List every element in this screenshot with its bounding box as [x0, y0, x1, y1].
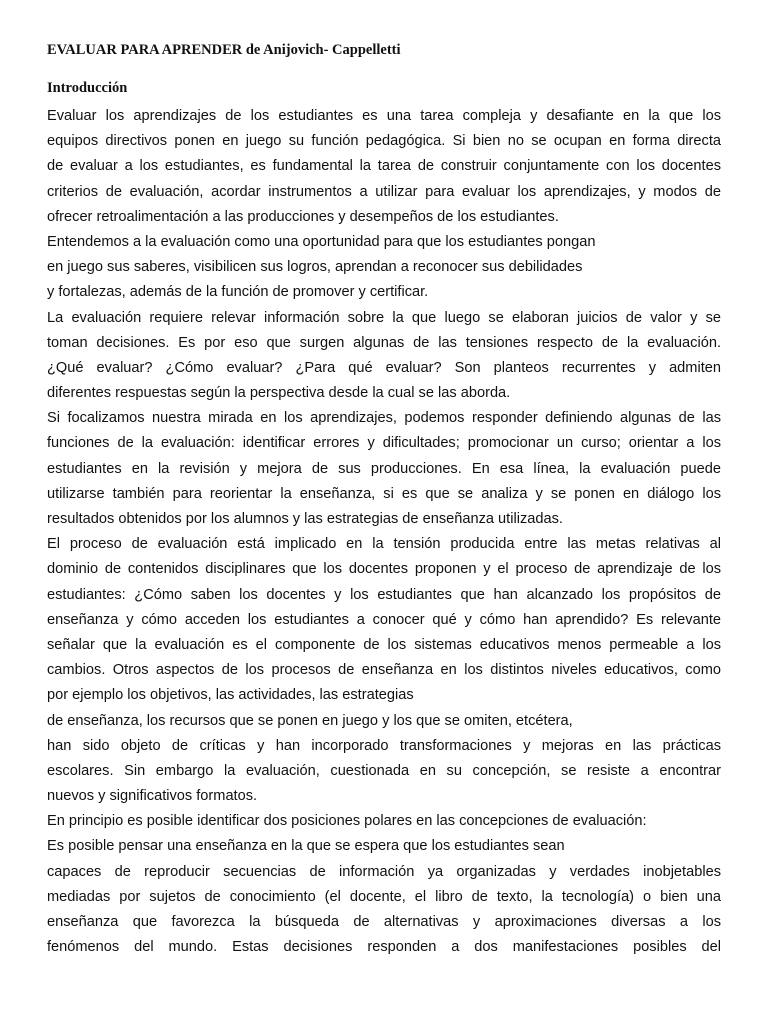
text-line: de evaluar a los estudiantes, es fundamental la tarea de construir conjuntamente con los docentes — [47, 158, 721, 175]
text-line: La evaluación requiere relevar información sobre la que luego se elaboran juicios de valor y se — [47, 309, 721, 326]
text-line: capaces de reproducir secuencias de información ya organizadas y verdades inobjetables — [47, 863, 721, 880]
text-line: resultados obtenidos por los alumnos y las estrategias de enseñanza utilizadas. — [47, 511, 563, 527]
text-line: diferentes respuestas según la perspectiva desde la cual se las aborda. — [47, 385, 511, 402]
text-line: escolares. Sin embargo la evaluación, cuestionada en su concepción, se resiste a encontrar — [47, 762, 721, 779]
text-line: señalar que la evaluación es el componente de los sistemas educativos menos permeable a los — [47, 636, 721, 653]
text-line: en juego sus saberes, visibilicen sus logros, aprendan a reconocer sus debilidades — [47, 259, 583, 276]
text-line: funciones de la evaluación: identificar errores y dificultades; promocionar un curso; orientar a los — [47, 435, 721, 452]
text-line: nuevos y significativos formatos. — [47, 788, 258, 805]
text-line: Si focalizamos nuestra mirada en los aprendizajes, podemos responder definiendo algunas de las — [47, 410, 721, 427]
text-line: ¿Qué evaluar? ¿Cómo evaluar? ¿Para qué evaluar? Son planteos recurrentes y admiten — [47, 359, 721, 376]
text-line: toman decisiones. Es por eso que surgen algunas de las tensiones respecto de la evaluación. — [47, 334, 721, 351]
text-line: fenómenos del mundo. Estas decisiones responden a dos manifestaciones posibles del — [47, 939, 721, 956]
text-line: El proceso de evaluación está implicado en la tensión producida entre las metas relativas al — [47, 536, 721, 553]
text-line: Es posible pensar una enseñanza en la que se espera que los estudiantes sean — [47, 838, 565, 855]
text-line: estudiantes en la revisión y mejora de sus producciones. En esa línea, la evaluación puede — [47, 460, 721, 477]
text-line: criterios de evaluación, acordar instrumentos a utilizar para evaluar los aprendizajes, y modos de — [47, 183, 721, 200]
text-line: cambios. Otros aspectos de los procesos de enseñanza en los distintos niveles educativos, como — [47, 662, 721, 679]
text-line: Entendemos a la evaluación como una oportunidad para que los estudiantes pongan — [47, 233, 596, 250]
text-line: ofrecer retroalimentación a las producciones y desempeños de los estudiantes. — [47, 208, 559, 225]
document-title: EVALUAR PARA APRENDER de Anijovich- Cappelletti — [47, 42, 401, 58]
section-heading: Introducción — [47, 80, 128, 96]
text-line: Evaluar los aprendizajes de los estudiantes es una tarea compleja y desafiante en la que los — [47, 108, 721, 124]
text-line: y fortalezas, además de la función de promover y certificar. — [47, 284, 429, 301]
text-line: estudiantes: ¿Cómo saben los docentes y los estudiantes que han alcanzado los propósitos de — [47, 586, 721, 603]
text-line: En principio es posible identificar dos posiciones polares en las concepciones de evaluación: — [47, 813, 647, 830]
text-line: han sido objeto de críticas y han incorporado transformaciones y mejoras en las prácticas — [47, 737, 721, 754]
document-page — [47, 40, 721, 960]
text-line: equipos directivos ponen en juego su función pedagógica. Si bien no se ocupan en forma directa — [47, 133, 721, 150]
body-text — [47, 104, 721, 960]
text-line: enseñanza que favorezca la búsqueda de alternativas y aproximaciones diversas a los — [47, 914, 721, 930]
text-line: mediadas por sujetos de conocimiento (el docente, el libro de texto, la tecnología) o bien una — [47, 888, 721, 905]
text-line: enseñanza y cómo acceden los estudiantes a conocer qué y cómo han aprendido? Es relevante — [47, 611, 721, 628]
text-line: de enseñanza, los recursos que se ponen en juego y los que se omiten, etcétera, — [47, 712, 573, 729]
text-line: dominio de contenidos disciplinares que los docentes proponen y el proceso de aprendizaje de los — [47, 561, 721, 578]
text-line: por ejemplo los objetivos, las actividades, las estrategias — [47, 687, 414, 704]
text-line: utilizarse también para reorientar la enseñanza, si es que se analiza y se ponen en diálogo los — [47, 485, 721, 502]
